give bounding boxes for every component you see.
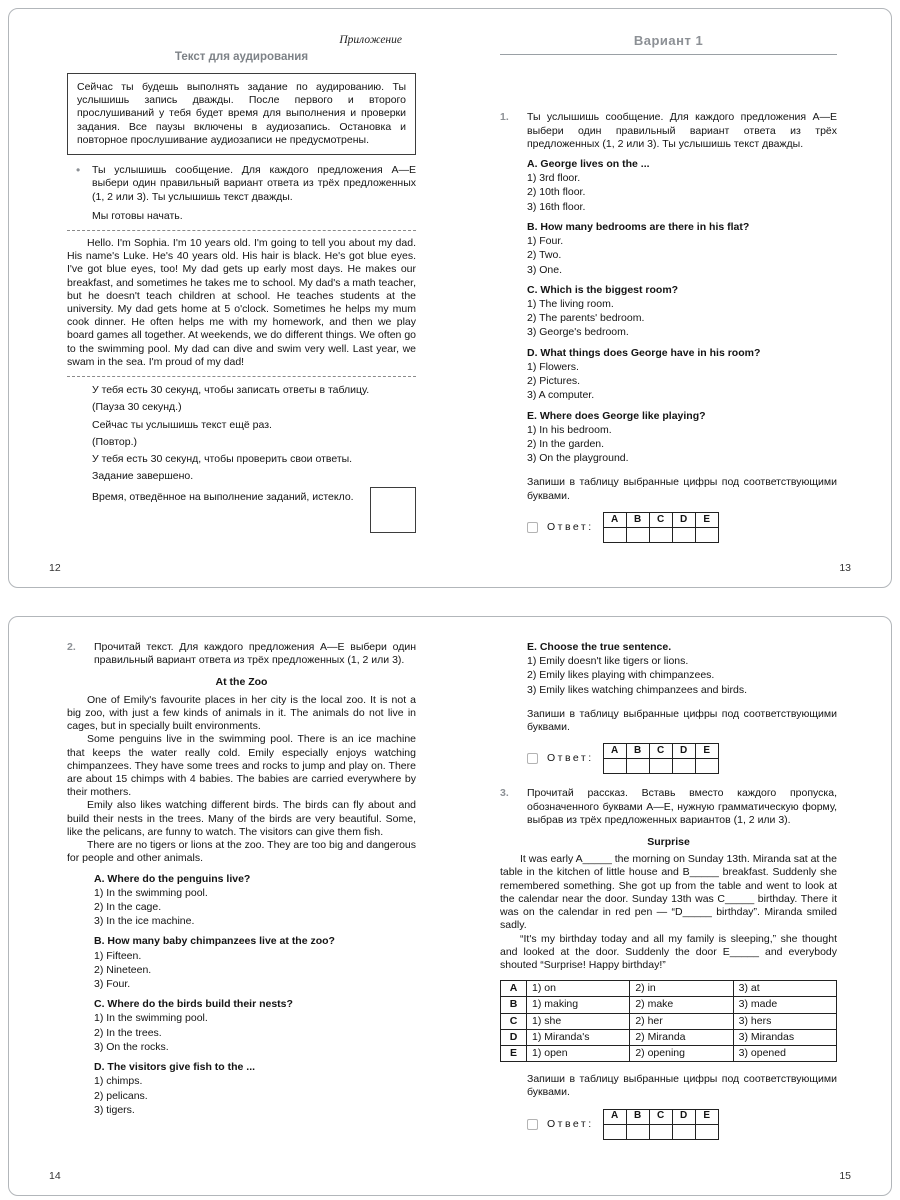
answer-letter-cell: B	[626, 512, 649, 527]
task-number: 2.	[67, 641, 76, 653]
option-cell: 1) on	[527, 981, 630, 997]
question-option: 1) Fifteen.	[94, 949, 142, 962]
task-3	[500, 787, 837, 827]
grammar-options-row	[501, 1046, 837, 1062]
page-13	[450, 9, 891, 587]
answer-input-cell	[649, 527, 672, 542]
question-title: B. How many bedrooms are there in his flat?	[527, 220, 750, 233]
answer-table	[603, 1109, 719, 1140]
answer-letters-row	[603, 744, 718, 759]
variant-header: Вариант 1	[633, 33, 704, 48]
grammar-options-table	[500, 980, 837, 1062]
answer-label: Ответ:	[547, 520, 594, 533]
story-paragraph: Emily also likes watching different birds. The birds can fly about and build their nests in the trees. Many of the birds are very beautiful. Some, like the pelicans, are funny to watch. The visitors can give them fish.	[67, 799, 416, 838]
final-time-line: Время, отведённое на выполнение заданий, истекло.	[92, 491, 354, 504]
question-title: E. Where does George like playing?	[527, 409, 706, 422]
questions-task-1	[527, 158, 837, 465]
story-paragraph: There are no tigers or lions at the zoo. They are too big and dangerous for people and other animals.	[67, 839, 417, 865]
option-cell: 3) Mirandas	[733, 1029, 836, 1045]
question-title: C. Where do the birds build their nests?	[94, 998, 293, 1011]
answer-letter-cell: C	[649, 744, 672, 759]
answer-input-cell	[603, 527, 626, 542]
answer-label: Ответ:	[547, 1117, 594, 1130]
header-rule	[500, 54, 837, 55]
story-text	[67, 694, 416, 866]
grammar-options-row	[501, 1013, 837, 1029]
questions-task-2	[94, 873, 416, 1118]
option-letter-cell: B	[501, 997, 527, 1013]
question-option: 1) Four.	[527, 235, 564, 248]
write-instruction: Запиши в таблицу выбранные цифры под соответствующими буквами.	[527, 707, 837, 734]
question-option: 3) On the rocks.	[94, 1040, 169, 1053]
post-listening-line: Сейчас ты услышишь текст ещё раз.	[92, 418, 272, 431]
page-number: 15	[839, 1169, 851, 1182]
question-e-task-2	[527, 641, 837, 697]
page-number: 12	[49, 561, 61, 574]
grammar-options-row	[501, 981, 837, 997]
grammar-options-body	[501, 981, 837, 1062]
question-option: 2) In the cage.	[94, 900, 162, 913]
question-option: 3) Four.	[94, 978, 131, 991]
story-paragraph: One of Emily's favourite places in her city is the local zoo. It is not a big zoo, with just a few kinds of animals in it. The animals do not live in cages, but in specially built environments.	[67, 693, 416, 733]
question-block	[527, 221, 837, 277]
option-letter-cell: D	[501, 1029, 527, 1045]
page-number: 13	[839, 561, 851, 574]
answer-input-cell	[626, 527, 649, 542]
question-option: 3) In the ice machine.	[94, 915, 195, 928]
answer-letter-cell: D	[672, 512, 695, 527]
question-option: 1) Flowers.	[527, 360, 579, 373]
question-block	[527, 641, 837, 697]
audio-instructions-box	[67, 73, 416, 155]
question-block	[527, 158, 837, 214]
question-option: 3) Emily likes watching chimpanzees and birds.	[527, 683, 748, 696]
question-block	[94, 935, 416, 991]
dashed-divider-bottom	[67, 376, 416, 377]
answer-input-cell	[695, 1124, 718, 1139]
option-cell: 3) hers	[733, 1013, 836, 1029]
option-letter-cell: A	[501, 981, 527, 997]
write-instruction: Запиши в таблицу выбранные цифры под соответствующими буквами.	[527, 1073, 837, 1099]
question-option: 2) pelicans.	[94, 1089, 148, 1102]
listening-task-intro-text: Ты услышишь сообщение. Для каждого предложения А—Е выбери один правильный вариант ответа из трёх предложенных (1, 2 или 3). Ты услышишь текст дважды.	[92, 164, 416, 203]
story-text	[500, 853, 837, 972]
spread-pages-14-15	[8, 616, 892, 1196]
question-option: 1) Emily doesn't like tigers or lions.	[527, 655, 689, 668]
question-block	[527, 284, 837, 340]
answer-input-cell	[695, 759, 718, 774]
question-option: 2) Pictures.	[527, 375, 581, 388]
answer-letter-cell: D	[672, 1109, 695, 1124]
answer-input-cell	[626, 1124, 649, 1139]
question-option: 1) chimps.	[94, 1075, 143, 1088]
option-cell: 2) opening	[630, 1046, 733, 1062]
question-option: 3) One.	[527, 263, 563, 276]
spread-pages-12-13	[8, 8, 892, 588]
question-title: D. The visitors give fish to the ...	[94, 1061, 256, 1074]
question-block	[94, 1061, 416, 1117]
task-text: Прочитай рассказ. Вставь вместо каждого пропуска, обозначенного буквами А—Е, нужную грамматическую форму, выбрав из трёх предложенных вариантов (1, 2 или 3).	[527, 787, 837, 826]
dashed-divider-top	[67, 230, 416, 231]
question-option: 3) A computer.	[527, 389, 595, 402]
option-cell: 3) made	[733, 997, 836, 1013]
answer-input-cell	[626, 759, 649, 774]
option-cell: 3) at	[733, 981, 836, 997]
option-cell: 1) she	[527, 1013, 630, 1029]
task-text: Прочитай текст. Для каждого предложения А—Е выбери один правильный вариант ответа из трёх предложенных (1, 2 или 3).	[94, 641, 416, 667]
option-cell: 2) her	[630, 1013, 733, 1029]
page-14	[9, 617, 450, 1195]
answer-letter-cell: B	[626, 1109, 649, 1124]
answer-input-cell	[649, 1124, 672, 1139]
running-header: Приложение	[339, 34, 402, 46]
question-option: 1) In the swimming pool.	[94, 886, 208, 899]
answer-checkbox-icon	[527, 1119, 538, 1130]
answer-row-task-1	[527, 512, 837, 543]
option-cell: 1) open	[527, 1046, 630, 1062]
answer-input-cell	[603, 759, 626, 774]
option-cell: 2) Miranda	[630, 1029, 733, 1045]
post-listening-line: У тебя есть 30 секунд, чтобы записать ответы в таблицу.	[92, 384, 370, 397]
option-cell: 3) opened	[733, 1046, 836, 1062]
answer-letter-cell: A	[603, 744, 626, 759]
post-listening-lines	[67, 384, 416, 483]
question-option: 2) Two.	[527, 249, 562, 262]
question-option: 1) In the swimming pool.	[94, 1012, 208, 1025]
answer-checkbox-icon	[527, 753, 538, 764]
answer-input-cell	[695, 527, 718, 542]
audio-section-title: Текст для аудирования	[174, 51, 309, 64]
question-option: 2) The parents' bedroom.	[527, 312, 645, 325]
question-option: 3) tigers.	[94, 1103, 135, 1116]
post-listening-line: Задание завершено.	[92, 470, 194, 483]
option-cell: 1) Miranda's	[527, 1029, 630, 1045]
answer-row-task-3	[527, 1109, 837, 1140]
question-option: 2) Emily likes playing with chimpanzees.	[527, 669, 715, 682]
question-block	[527, 410, 837, 466]
answer-letter-cell: D	[672, 744, 695, 759]
question-title: A. Where do the penguins live?	[94, 872, 251, 885]
qr-placeholder-box	[370, 487, 416, 533]
option-letter-cell: E	[501, 1046, 527, 1062]
answer-letter-cell: A	[603, 512, 626, 527]
task-1	[500, 111, 837, 151]
answer-input-row	[603, 527, 718, 542]
listening-task-intro	[67, 164, 416, 223]
question-block	[94, 998, 416, 1054]
answer-table	[603, 512, 719, 543]
question-option: 2) Nineteen.	[94, 963, 152, 976]
answer-letter-cell: E	[695, 512, 718, 527]
answer-letter-cell: A	[603, 1109, 626, 1124]
post-listening-line: (Пауза 30 секунд.)	[92, 401, 182, 414]
answer-input-row	[603, 759, 718, 774]
question-option: 3) 16th floor.	[527, 200, 586, 213]
task-text: Ты услышишь сообщение. Для каждого предложения А—Е выбери один правильный вариант ответа из трёх предложенных (1, 2 или 3). Ты услышишь текст дважды.	[527, 111, 837, 150]
answer-letter-cell: C	[649, 1109, 672, 1124]
question-option: 3) On the playground.	[527, 452, 629, 465]
answer-input-cell	[672, 1124, 695, 1139]
post-listening-line: У тебя есть 30 секунд, чтобы проверить свои ответы.	[92, 453, 353, 465]
question-title: E. Choose the true sentence.	[527, 641, 672, 653]
question-option: 2) 10th floor.	[527, 186, 586, 199]
bullet-icon: •	[76, 163, 81, 178]
option-cell: 1) making	[527, 997, 630, 1013]
story-paragraph: Some penguins live in the swimming pool. There is an ice machine that keeps the water really cold. Emily especially enjoys watching chimpanzees. They have some trees and rocks to jump and play on. There are about 15 chimps with 4 babies. The babies are carried everywhere by their mothers.	[67, 733, 416, 799]
answer-letter-cell: E	[695, 744, 718, 759]
task-2	[67, 641, 416, 667]
final-time-row	[67, 491, 416, 533]
answer-input-cell	[672, 527, 695, 542]
story-title: At the Zoo	[215, 676, 268, 689]
answer-row-task-2	[527, 743, 837, 774]
question-option: 1) The living room.	[527, 298, 614, 310]
answer-input-cell	[649, 759, 672, 774]
question-block	[527, 347, 837, 403]
page-12	[9, 9, 450, 587]
question-block	[94, 873, 416, 929]
grammar-options-row	[501, 1029, 837, 1045]
option-letter-cell: C	[501, 1013, 527, 1029]
question-title: A. George lives on the ...	[527, 158, 650, 171]
answer-letter-cell: C	[649, 512, 672, 527]
audio-instructions-text: Сейчас ты будешь выполнять задание по аудированию. Ты услышишь запись дважды. После первого и второго прослушиваний у тебя будет время для выполнения и проверки задания. Все паузы включены в аудиозапись. Остановка и повторное прослушивание аудиозаписи не предусмотрены.	[77, 80, 406, 146]
question-option: 1) 3rd floor.	[527, 172, 581, 185]
task-number: 1.	[500, 111, 509, 124]
grammar-options-row	[501, 997, 837, 1013]
post-listening-line: (Повтор.)	[92, 435, 138, 448]
answer-table	[603, 743, 719, 774]
question-title: D. What things does George have in his room?	[527, 346, 761, 359]
story-title: Surprise	[647, 835, 690, 848]
answer-label: Ответ:	[547, 752, 594, 765]
book-scan	[0, 8, 900, 1196]
answer-letters-row	[603, 512, 718, 527]
story-paragraph: It was early A_____ the morning on Sunday 13th. Miranda sat at the table in the kitchen of little house and B_____ breakfast. Suddenly she remembered something. She got up from the table and went to look at the calendar near the door. Sunday 13th was C_____ birthday. There it was on the calendar in red pen — “D_____ birthday”. Miranda smiled sadly.	[500, 853, 837, 932]
answer-letter-cell: B	[626, 744, 649, 759]
page-number: 14	[49, 1169, 61, 1182]
answer-letters-row	[603, 1109, 718, 1124]
task-number: 3.	[500, 787, 509, 800]
answer-letter-cell: E	[695, 1109, 718, 1124]
page-15	[450, 617, 891, 1195]
question-option: 3) George's bedroom.	[527, 326, 629, 339]
question-option: 2) In the trees.	[94, 1026, 162, 1039]
option-cell: 2) in	[630, 981, 733, 997]
write-instruction: Запиши в таблицу выбранные цифры под соответствующими буквами.	[527, 476, 837, 502]
answer-input-cell	[603, 1124, 626, 1139]
question-option: 1) In his bedroom.	[527, 423, 612, 436]
answer-input-row	[603, 1124, 718, 1139]
question-title: B. How many baby chimpanzees live at the zoo?	[94, 935, 335, 948]
ready-line: Мы готовы начать.	[92, 209, 183, 222]
audio-script-text: Hello. I'm Sophia. I'm 10 years old. I'm going to tell you about my dad. His name's Luke. He's 40 years old. His hair is black. He's got blue eyes. I've got blue eyes, too! My dad gets up early most days. He makes our breakfast, and sometimes he takes me to school. My dad's a math teacher, but he doesn't teach children at school. He teaches students at the university. My dad gets home at 5 o'clock. Sometimes he helps my mum cook dinner. He often helps me with my homework, and then we play board games all together. At weekends, we do different things. We often go to the swimming pool. My dad can dive and swim very well. Last year, we swam in the sea. I'm proud of my dad!	[67, 236, 416, 368]
story-paragraph: “It's my birthday today and all my family is sleeping,” she thought and looked at the door. Suddenly the door E_____ and everybody shouted “Surprise! Happy birthday!”	[500, 932, 837, 971]
answer-checkbox-icon	[527, 522, 538, 533]
option-cell: 2) make	[630, 997, 733, 1013]
answer-input-cell	[672, 759, 695, 774]
question-option: 2) In the garden.	[527, 437, 605, 450]
question-title: C. Which is the biggest room?	[527, 283, 679, 296]
